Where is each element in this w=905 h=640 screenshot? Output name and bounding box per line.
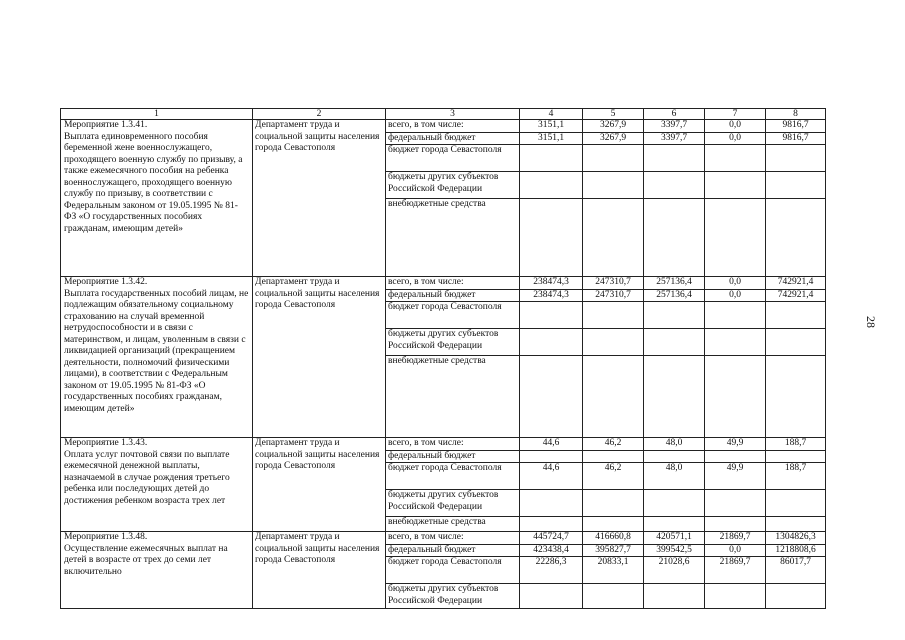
value-cell-v8: 1304826,3 [766,532,826,545]
measure-cell [61,438,253,532]
value-cell-v6 [644,356,705,438]
header-cell: 7 [705,109,766,120]
value-cell-v6 [644,450,705,463]
value-cell-v4: 423438,4 [520,544,583,557]
funding-source-cell: бюджет города Севастополя [386,302,520,329]
measure-description: Выплата государственных пособий лицам, не подлежащим обязательному социальному страхованию на случай временной нетрудоспособности и в связи с материнством, и лицам, уволенным в связи с ликвидацией организаций (прекращением деятельности, полномочий физическими лицами), в соответствии с Федеральным законом от 19.05.1995 № 81-ФЗ «О государственных пособиях гражданам, имеющим детей» [64,288,249,414]
value-cell-v5: 46,2 [583,463,644,490]
funding-source-cell: бюджет города Севастополя [386,463,520,490]
funding-source-cell: всего, в том числе: [386,532,520,545]
value-cell-v5: 46,2 [583,438,644,451]
table-row [61,277,826,290]
funding-source-cell: бюджеты других субъектов Российской Федерации [386,172,520,199]
value-cell-v5 [583,584,644,609]
header-cell: 1 [61,109,253,120]
value-cell-v4 [520,517,583,532]
value-cell-v7 [705,490,766,517]
value-cell-v8: 86017,7 [766,557,826,584]
value-cell-v6 [644,199,705,277]
value-cell-v5: 3267,9 [583,132,644,145]
value-cell-v7 [705,172,766,199]
header-cell: 8 [766,109,826,120]
value-cell-v7: 21869,7 [705,557,766,584]
value-cell-v4 [520,450,583,463]
value-cell-v6: 48,0 [644,438,705,451]
value-cell-v6 [644,172,705,199]
value-cell-v7: 0,0 [705,277,766,290]
department-cell: Департамент труда и социальной защиты населения города Севастополя [253,120,386,277]
header-cell: 2 [253,109,386,120]
value-cell-v5 [583,329,644,356]
value-cell-v4: 445724,7 [520,532,583,545]
value-cell-v5: 247310,7 [583,277,644,290]
value-cell-v4 [520,199,583,277]
value-cell-v8 [766,490,826,517]
table-row [61,532,826,545]
measure-description: Оплата услуг почтовой связи по выплате ежемесячной денежной выплаты, назначаемой в случае рождения третьего ребенка или последующих детей до достижения ребенком возраста трех лет [64,449,230,506]
value-cell-v7 [705,199,766,277]
funding-source-cell: всего, в том числе: [386,277,520,290]
value-cell-v5 [583,199,644,277]
value-cell-v4: 44,6 [520,438,583,451]
value-cell-v6: 420571,1 [644,532,705,545]
page-number: 28 [864,316,878,328]
funding-source-cell: внебюджетные средства [386,356,520,438]
funding-source-cell: федеральный бюджет [386,132,520,145]
value-cell-v7: 21869,7 [705,532,766,545]
header-row [61,109,826,120]
value-cell-v8: 742921,4 [766,277,826,290]
value-cell-v6: 399542,5 [644,544,705,557]
value-cell-v7 [705,145,766,172]
value-cell-v4: 238474,3 [520,289,583,302]
header-cell: 3 [386,109,520,120]
value-cell-v4 [520,172,583,199]
value-cell-v4: 22286,3 [520,557,583,584]
value-cell-v4: 238474,3 [520,277,583,290]
measure-cell [61,120,253,277]
funding-source-cell: бюджеты других субъектов Российской Федерации [386,329,520,356]
value-cell-v5 [583,302,644,329]
value-cell-v5: 247310,7 [583,289,644,302]
funding-source-cell: федеральный бюджет [386,450,520,463]
value-cell-v7: 0,0 [705,120,766,133]
value-cell-v7 [705,450,766,463]
value-cell-v7 [705,329,766,356]
value-cell-v7 [705,584,766,609]
measure-title: Мероприятие 1.3.48. [64,532,148,542]
department-cell: Департамент труда и социальной защиты населения города Севастополя [253,532,386,609]
funding-source-cell: бюджеты других субъектов Российской Федерации [386,584,520,609]
value-cell-v8 [766,329,826,356]
funding-source-cell: бюджет города Севастополя [386,145,520,172]
funding-source-cell: бюджет города Севастополя [386,557,520,584]
department-cell: Департамент труда и социальной защиты населения города Севастополя [253,438,386,532]
value-cell-v5: 20833,1 [583,557,644,584]
funding-source-cell: внебюджетные средства [386,199,520,277]
value-cell-v6: 48,0 [644,463,705,490]
value-cell-v4: 3151,1 [520,132,583,145]
value-cell-v6 [644,145,705,172]
value-cell-v8 [766,517,826,532]
value-cell-v5: 395827,7 [583,544,644,557]
value-cell-v4 [520,329,583,356]
funding-source-cell: бюджеты других субъектов Российской Федерации [386,490,520,517]
value-cell-v5 [583,490,644,517]
value-cell-v8 [766,302,826,329]
value-cell-v8 [766,199,826,277]
table-row [61,120,826,133]
value-cell-v6: 3397,7 [644,132,705,145]
header-cell: 6 [644,109,705,120]
value-cell-v6: 257136,4 [644,289,705,302]
funding-source-cell: федеральный бюджет [386,289,520,302]
value-cell-v6 [644,490,705,517]
value-cell-v4 [520,584,583,609]
value-cell-v6: 21028,6 [644,557,705,584]
value-cell-v5 [583,356,644,438]
funding-source-cell: федеральный бюджет [386,544,520,557]
measure-title: Мероприятие 1.3.41. [64,120,148,130]
value-cell-v5 [583,517,644,532]
value-cell-v8: 742921,4 [766,289,826,302]
value-cell-v7: 0,0 [705,132,766,145]
value-cell-v6 [644,584,705,609]
value-cell-v6 [644,302,705,329]
table-row [61,438,826,451]
measure-title: Мероприятие 1.3.43. [64,438,148,448]
value-cell-v4 [520,302,583,329]
value-cell-v5 [583,172,644,199]
measure-description: Осуществление ежемесячных выплат на детей в возрасте от трех до семи лет включительно [64,543,228,577]
value-cell-v8: 188,7 [766,463,826,490]
funding-source-cell: всего, в том числе: [386,120,520,133]
budget-table [60,108,826,609]
value-cell-v7 [705,302,766,329]
value-cell-v8: 1218808,6 [766,544,826,557]
value-cell-v4 [520,145,583,172]
value-cell-v8: 9816,7 [766,120,826,133]
value-cell-v4: 3151,1 [520,120,583,133]
header-cell: 5 [583,109,644,120]
measure-description: Выплата единовременного пособия беременной жене военнослужащего, проходящего военную службу по призыву, а также ежемесячного пособия на ребенка военнослужащего, проходящего военную службу по призыву, в соответствии с Федеральным законом от 19.05.1995 № 81-ФЗ «О государственных пособиях гражданам, имеющим детей» [64,131,243,234]
value-cell-v7 [705,356,766,438]
value-cell-v8 [766,172,826,199]
value-cell-v5 [583,450,644,463]
value-cell-v8: 9816,7 [766,132,826,145]
value-cell-v5: 3267,9 [583,120,644,133]
value-cell-v4 [520,490,583,517]
department-cell: Департамент труда и социальной защиты населения города Севастополя [253,277,386,438]
value-cell-v7: 49,9 [705,438,766,451]
value-cell-v6 [644,517,705,532]
value-cell-v4 [520,356,583,438]
measure-cell [61,532,253,609]
funding-source-cell: всего, в том числе: [386,438,520,451]
value-cell-v4: 44,6 [520,463,583,490]
value-cell-v6 [644,329,705,356]
value-cell-v8 [766,356,826,438]
value-cell-v8 [766,450,826,463]
header-cell: 4 [520,109,583,120]
value-cell-v7 [705,517,766,532]
value-cell-v6: 257136,4 [644,277,705,290]
value-cell-v7: 49,9 [705,463,766,490]
value-cell-v8 [766,145,826,172]
measure-cell [61,277,253,438]
value-cell-v7: 0,0 [705,544,766,557]
value-cell-v8 [766,584,826,609]
value-cell-v6: 3397,7 [644,120,705,133]
value-cell-v5 [583,145,644,172]
funding-source-cell: внебюджетные средства [386,517,520,532]
value-cell-v5: 416660,8 [583,532,644,545]
value-cell-v8: 188,7 [766,438,826,451]
value-cell-v7: 0,0 [705,289,766,302]
measure-title: Мероприятие 1.3.42. [64,277,148,287]
